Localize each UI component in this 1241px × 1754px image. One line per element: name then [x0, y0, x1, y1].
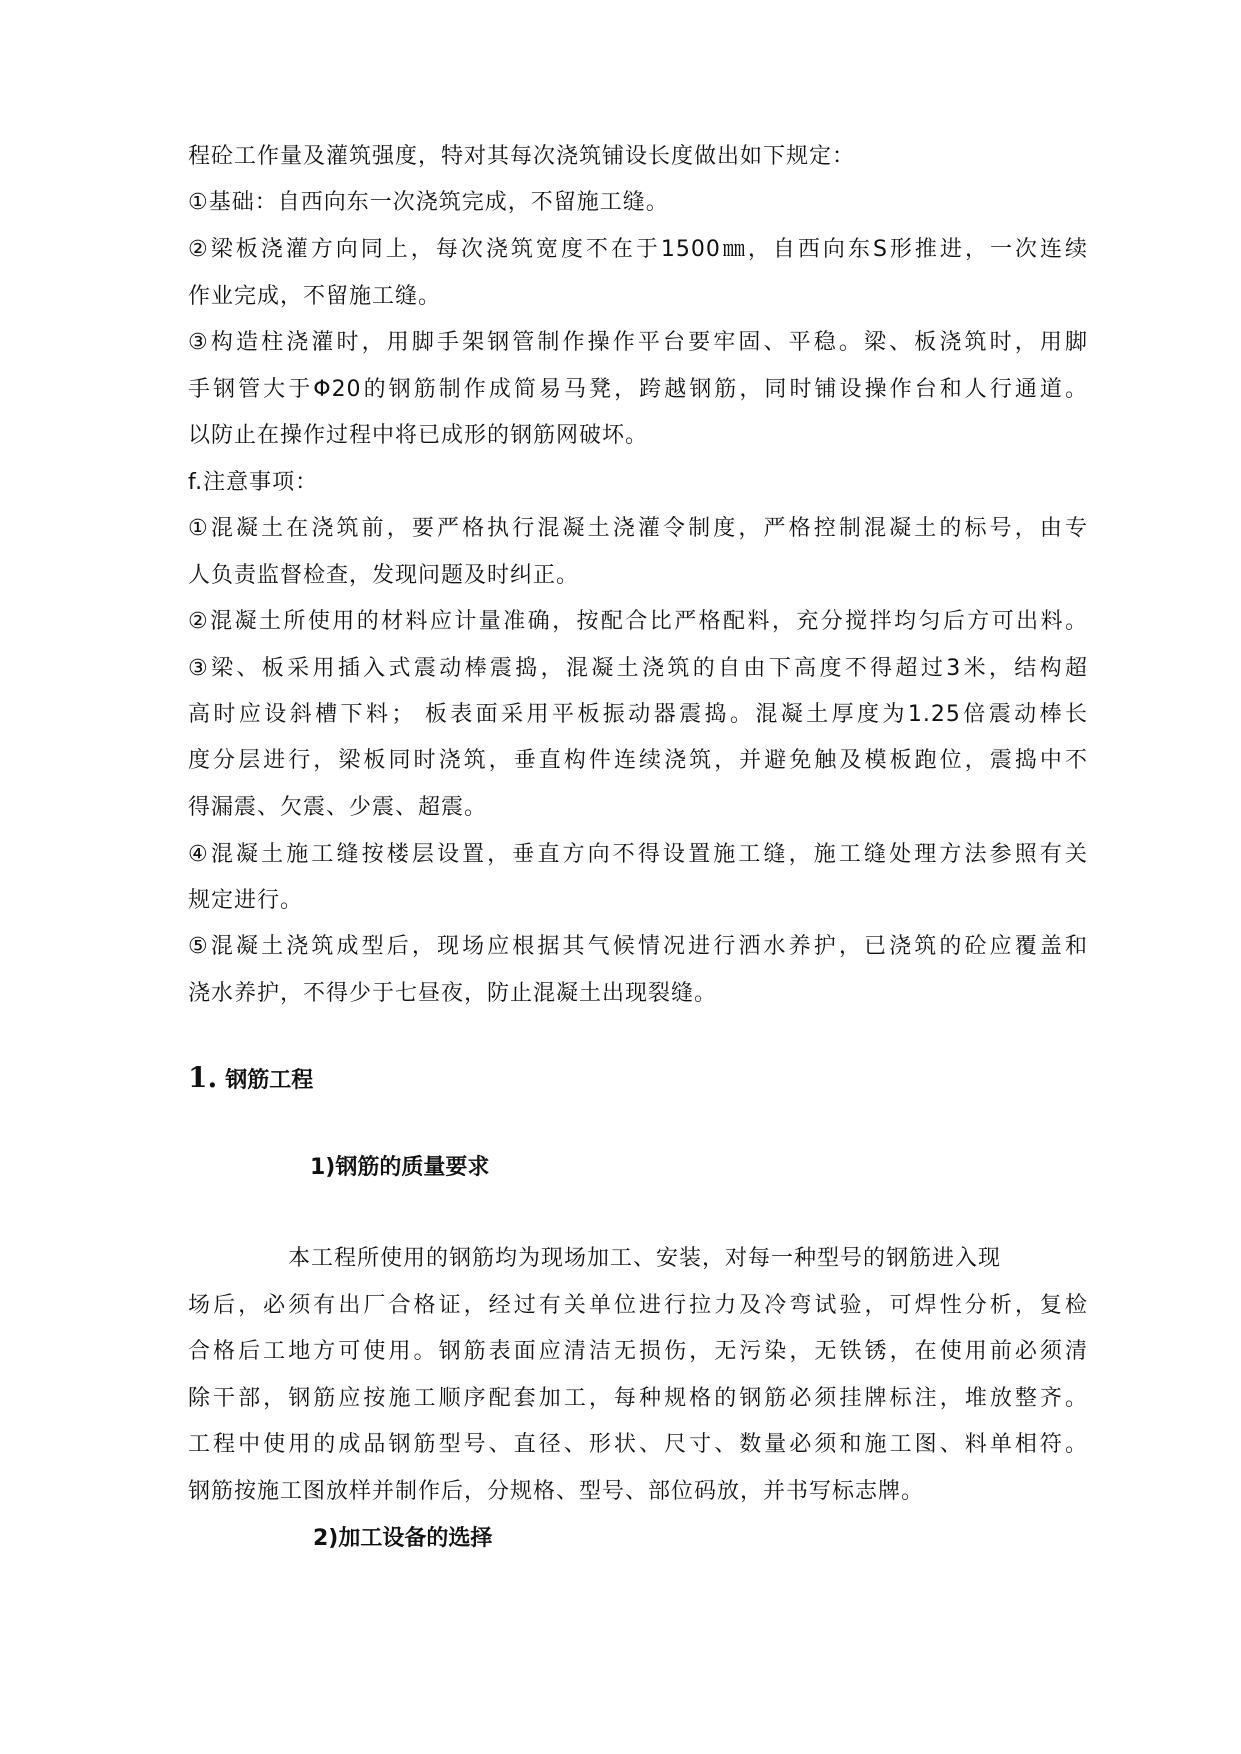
- para-line-2: 场后，必须有出厂合格证，经过有关单位进行拉力及冷弯试验，可焊性分析，复检: [188, 1293, 1088, 1318]
- body-line-8: f.注意事项：: [188, 470, 319, 495]
- body-line-17: 规定进行。: [188, 888, 304, 913]
- para-line-4: 除干部，钢筋应按施工顺序配套加工，每种规格的钢筋必须挂牌标注，堆放整齐。: [188, 1386, 1088, 1411]
- body-line-13: 高时应设斜槽下料； 板表面采用平板振动器震捣。混凝土厚度为1.25倍震动棒长: [188, 702, 1088, 727]
- subsection-heading-1: 1)钢筋的质量要求: [310, 1155, 490, 1180]
- body-line-9: ①混凝土在浇筑前，要严格执行混凝土浇灌令制度，严格控制混凝土的标号，由专: [188, 516, 1088, 541]
- subsection-heading-2: 2)加工设备的选择: [313, 1526, 493, 1551]
- para-line-3: 合格后工地方可使用。钢筋表面应清洁无损伤，无污染，无铁锈，在使用前必须清: [188, 1339, 1088, 1364]
- para-line-5: 工程中使用的成品钢筋型号、直径、形状、尺寸、数量必须和施工图、料单相符。: [188, 1432, 1088, 1457]
- body-line-6: 手钢管大于Φ20的钢筋制作成简易马凳，跨越钢筋，同时铺设操作台和人行通道。: [188, 377, 1088, 402]
- body-line-12: ③梁、板采用插入式震动棒震捣，混凝土浇筑的自由下高度不得超过3米，结构超: [188, 656, 1088, 681]
- body-line-4: 作业完成，不留施工缝。: [188, 284, 442, 309]
- body-line-11: ②混凝土所使用的材料应计量准确，按配合比严格配料，充分搅拌均匀后方可出料。: [188, 609, 1088, 634]
- body-line-18: ⑤混凝土浇筑成型后，现场应根据其气候情况进行洒水养护，已浇筑的砼应覆盖和: [188, 934, 1088, 959]
- body-line-1: 程砼工作量及灌筑强度，特对其每次浇筑铺设长度做出如下规定：: [188, 144, 856, 169]
- body-line-2: ①基础：自西向东一次浇筑完成，不留施工缝。: [188, 190, 669, 215]
- body-line-5: ③构造柱浇灌时，用脚手架钢管制作操作平台要牢固、平稳。梁、板浇筑时，用脚: [188, 330, 1088, 355]
- section-heading: [188, 1063, 313, 1096]
- body-line-19: 浇水养护，不得少于七昼夜，防止混凝土出现裂缝。: [188, 981, 718, 1006]
- body-line-10: 人负责监督检查，发现问题及时纠正。: [188, 563, 580, 588]
- para-line-1: 本工程所使用的钢筋均为现场加工、安装，对每一种型号的钢筋进入现: [288, 1246, 1002, 1271]
- body-line-7: 以防止在操作过程中将已成形的钢筋网破坏。: [188, 423, 649, 448]
- body-line-16: ④混凝土施工缝按楼层设置，垂直方向不得设置施工缝，施工缝处理方法参照有关: [188, 842, 1088, 867]
- para-line-6: 钢筋按施工图放样并制作后，分规格、型号、部位码放，并书写标志牌。: [188, 1479, 925, 1504]
- body-line-3: ②梁板浇灌方向同上，每次浇筑宽度不在于1500㎜，自西向东S形推进，一次连续: [188, 237, 1088, 262]
- body-line-15: 得漏震、欠震、少震、超震。: [188, 795, 488, 820]
- body-line-14: 度分层进行，梁板同时浇筑，垂直构件连续浇筑，并避免触及模板跑位，震捣中不: [188, 748, 1088, 773]
- section-title: 钢筋工程: [225, 1068, 314, 1093]
- section-number: 1.: [188, 1061, 218, 1094]
